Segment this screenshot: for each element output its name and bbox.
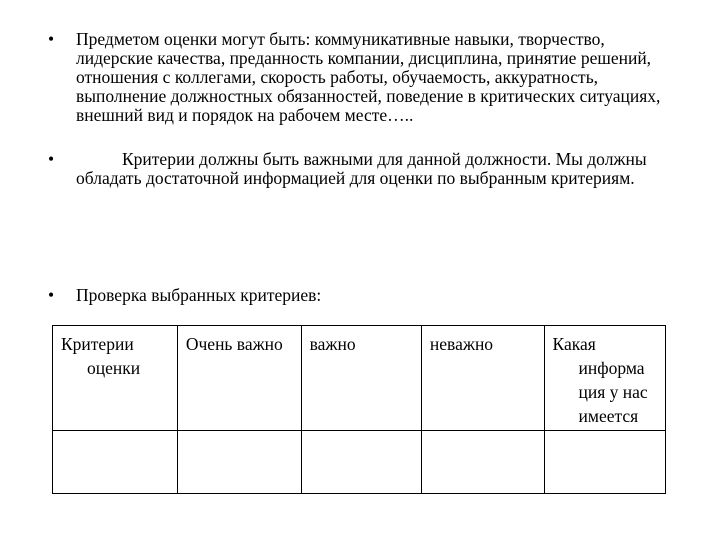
header-cell-unimportant — [421, 326, 544, 431]
header-label: Критерии оценки — [61, 334, 141, 378]
table-row — [53, 431, 666, 494]
header-cell-important — [301, 326, 421, 431]
header-label: неважно — [429, 334, 494, 354]
table-cell — [544, 431, 665, 494]
header-label: Какая информа ция у нас имеется — [552, 334, 648, 426]
header-label: важно — [309, 334, 356, 354]
bullet-marker: • — [48, 29, 55, 49]
bullet-criteria-check — [48, 286, 680, 305]
bullet-text: Предметом оценки могут быть: коммуникативные навыки, творчество, лидерские качества, преданность компании, дисциплина, принятие решений, отношения с коллегами, скорость работы, обучаемость, аккуратность, выполнение должностных обязанностей, поведение в критических ситуациях, внешний вид и порядок на рабочем месте….. — [76, 29, 661, 125]
bullet-text: Критерии должны быть важными для данной должности. Мы должны обладать достаточной информацией для оценки по выбранным критериям. — [76, 149, 647, 188]
criteria-table — [52, 325, 666, 494]
header-cell-criteria — [53, 326, 178, 431]
bullet-criteria-importance — [48, 150, 680, 188]
bullet-text: Проверка выбранных критериев: — [76, 285, 322, 305]
bullet-assessment-subjects — [48, 30, 680, 125]
header-cell-available-info — [544, 326, 665, 431]
bullet-marker: • — [48, 285, 55, 305]
table-header-row — [53, 326, 666, 431]
table-cell — [177, 431, 301, 494]
table-cell — [421, 431, 544, 494]
header-cell-very-important — [177, 326, 301, 431]
bullet-marker: • — [48, 149, 55, 169]
header-label: Очень важно — [185, 334, 283, 354]
table-cell — [301, 431, 421, 494]
table-cell — [53, 431, 178, 494]
